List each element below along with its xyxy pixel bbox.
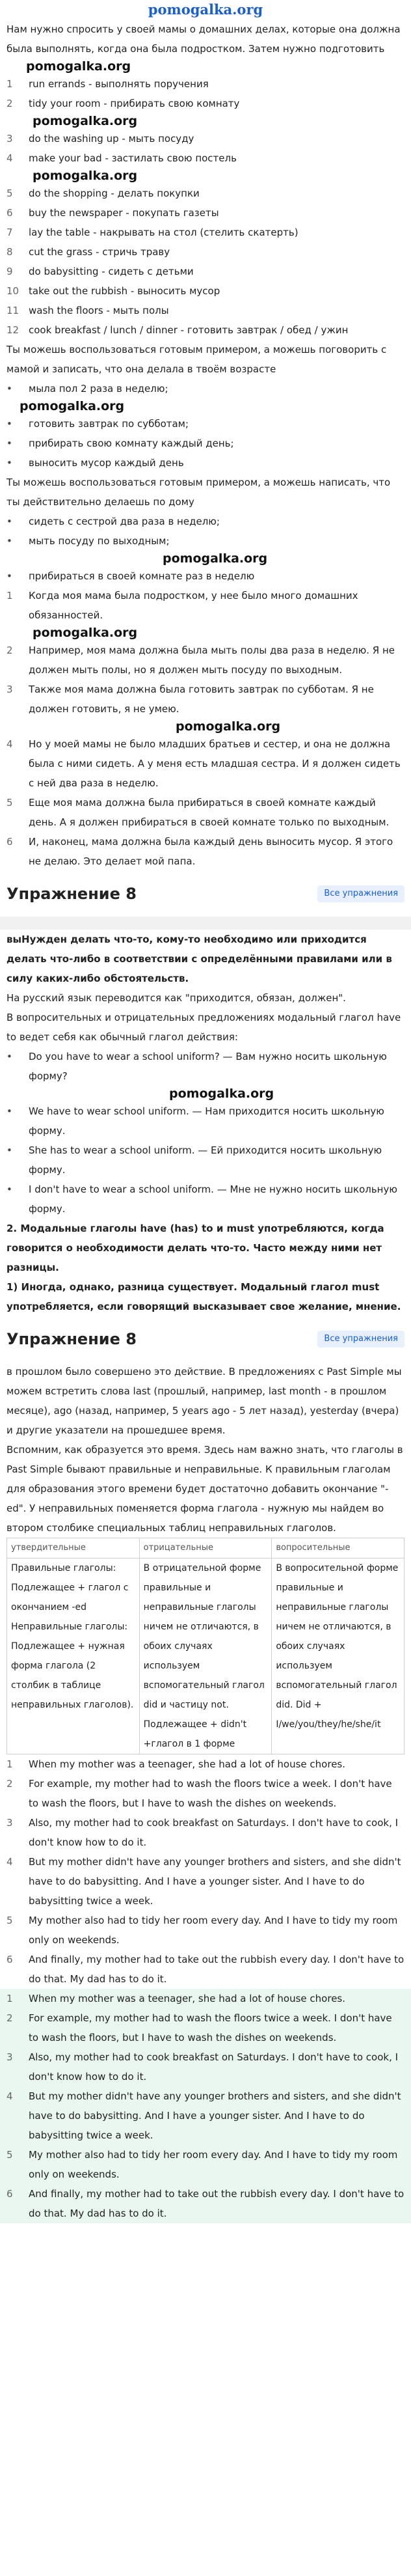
divider bbox=[0, 917, 411, 930]
table-header: утвердительные bbox=[7, 1538, 140, 1558]
watermark: pomogalka.org bbox=[33, 114, 138, 128]
watermark: pomogalka.org bbox=[33, 169, 138, 183]
list-item: • I don't have to wear a school uniform. — Мне не нужно носить школьную форму. bbox=[7, 1184, 397, 1215]
use-ready-text-2: Ты можешь воспользоваться готовым примером, а можешь написать, что ты действительно делаешь по дому bbox=[7, 477, 391, 508]
table-cell: Правильные глаголы: Подлежащее + глагол с окончанием -ed Неправильные глаголы: Подлежащее + нужная форма глагола (2 столбик в таблице неправильных глаголов). bbox=[7, 1558, 140, 1754]
examples-list-1 bbox=[0, 379, 411, 473]
all-exercises-button[interactable]: Все упражнения bbox=[317, 1331, 404, 1348]
exercise-title: Упражнение 8 bbox=[7, 1330, 137, 1348]
list-item: 2 For example, my mother had to wash the floors twice a week. I don't have to wash the floors, but I have to wash the dishes on weekends. bbox=[7, 1778, 392, 1809]
table-cell: В вопросительной форме правильные и неправильные глаголы ничем не отличаются, в обоих случаях используем вспомогательный глагол did. Did + I/we/you/they/he/she/it bbox=[272, 1558, 404, 1754]
list-item: 3 Also, my mother had to cook breakfast on Saturdays. I don't have to cook, I don't know how to do it. bbox=[7, 2051, 399, 2083]
chores-list bbox=[0, 74, 411, 340]
list-item: • мыть посуду по выходным; bbox=[7, 535, 170, 547]
list-item: 1 Когда моя мама была подростком, у нее было много домашних обязанностей. bbox=[7, 590, 358, 621]
list-item: • Do you have to wear a school uniform? — Вам нужно носить школьную форму? bbox=[7, 1051, 387, 1082]
list-item: 1 When my mother was a teenager, she had a lot of house chores. bbox=[7, 1993, 346, 2004]
intro-text: Нам нужно спросить у своей мамы о домашних делах, которые она должна была выполнять, когда она была подростком. Затем нужно подготовить bbox=[7, 23, 401, 55]
table-header: отрицательные bbox=[139, 1538, 272, 1558]
list-item: 5 Еще моя мама должна была прибираться в своей комнате каждый день. А я должен прибираться в своей комнате только по выходным. bbox=[7, 797, 390, 828]
list-item: • сидеть с сестрой два раза в неделю; bbox=[7, 516, 220, 527]
list-item: 4 make your bad - застилать свою постель bbox=[7, 152, 237, 164]
list-item: • прибираться в своей комнате раз в неделю bbox=[7, 570, 255, 582]
list-item: 4 Но у моей мамы не было младших братьев и сестер, и она не должна была с ними сидеть. А у меня есть младшая сестра. И я должен сидеть с ней два раза в неделю. bbox=[7, 738, 401, 789]
table-cell: В отрицательной форме правильные и неправильные глаголы ничем не отличаются, в обоих случаях используем вспомогательный глагол did и частицу not. Подлежащее + didn't +глагол в 1 форме bbox=[139, 1558, 272, 1754]
list-item: 9 do babysitting - сидеть с детьми bbox=[7, 266, 194, 277]
watermark: pomogalka.org bbox=[176, 719, 281, 734]
watermark: pomogalka.org bbox=[33, 626, 138, 640]
list-item: • мыла пол 2 раза в неделю; bbox=[7, 383, 168, 395]
exercise-title: Упражнение 8 bbox=[7, 885, 137, 903]
watermark: pomogalka.org bbox=[169, 1087, 274, 1101]
use-ready-text: Ты можешь воспользоваться готовым примером, а можешь поговорить с мамой и записать, что она делала в твоём возрасте bbox=[7, 344, 387, 375]
list-item: • выносить мусор каждый день bbox=[7, 457, 184, 469]
list-item: 2 tidy your room - прибирать свою комнату bbox=[7, 98, 240, 109]
list-item: • We have to wear school uniform. — Нам приходится носить школьную форму. bbox=[7, 1105, 384, 1137]
list-item: 5 My mother also had to tidy her room every day. And I have to tidy my room only on weekends. bbox=[7, 1915, 398, 1946]
site-logo[interactable]: pomogalka.org bbox=[148, 1, 263, 18]
list-item: • прибирать свою комнату каждый день; bbox=[7, 437, 234, 449]
list-item: 4 But my mother didn't have any younger brothers and sisters, and she didn't have to do babysitting. And I have a younger sister. And I have to do babysitting twice a week. bbox=[7, 2090, 401, 2141]
watermark: pomogalka.org bbox=[163, 551, 268, 566]
grammar-table bbox=[7, 1538, 404, 1754]
list-item: 1 run errands - выполнять поручения bbox=[7, 78, 209, 90]
list-item: 10 take out the rubbish - выносить мусор bbox=[7, 285, 220, 297]
past-simple-text: в прошлом было совершено это действие. В предложениях с Past Simple мы можем встретить слова last (прошлый, например, last month - в прошлом месяце), ago (назад, например, 5 years ago - 5 лет назад), yesterday (вчера) и другие указатели на прошедшее время. bbox=[7, 1366, 402, 1436]
list-item: • She has to wear a school uniform. — Ей приходится носить школьную форму. bbox=[7, 1144, 382, 1176]
list-item: 12 cook breakfast / lunch / dinner - готовить завтрак / обед / ужин bbox=[7, 324, 349, 336]
list-item: • готовить завтрак по субботам; bbox=[7, 418, 189, 430]
list-item: 2 For example, my mother had to wash the floors twice a week. I don't have to wash the floors, but I have to wash the dishes on weekends. bbox=[7, 2012, 392, 2043]
list-item: 6 And finally, my mother had to take out the rubbish every day. I don't have to do that. My dad has to do it. bbox=[7, 1954, 404, 1985]
list-item: 7 lay the table - накрывать на стол (стелить скатерть) bbox=[7, 227, 298, 238]
list-item: 6 И, наконец, мама должна была каждый день выносить мусор. Я этого не делаю. Это делает мой папа. bbox=[7, 836, 393, 867]
list-item: 11 wash the floors - мыть полы bbox=[7, 305, 169, 316]
story-list bbox=[0, 586, 411, 871]
exercise-header-2 bbox=[0, 1323, 411, 1355]
note2-text: 1) Иногда, однако, разница существует. Модальный глагол must употребляется, если говорящий высказывает свое желание, мнение. bbox=[7, 1281, 401, 1312]
list-item: 3 do the washing up - мыть посуду bbox=[7, 133, 194, 145]
answers-list-2 bbox=[0, 1989, 411, 2223]
modal-examples bbox=[0, 1047, 411, 1219]
translate-text: На русский язык переводится как "приходится, обязан, должен". bbox=[7, 992, 346, 1004]
list-item: 3 Also, my mother had to cook breakfast on Saturdays. I don't have to cook, I don't know how to do it. bbox=[7, 1817, 399, 1848]
list-item: 5 My mother also had to tidy her room every day. And I have to tidy my room only on weekends. bbox=[7, 2149, 398, 2180]
list-item: 2 Например, моя мама должна была мыть полы два раза в неделю. Я не должен мыть полы, но я должен мыть посуду по выходным. bbox=[7, 644, 395, 676]
list-item: 1 When my mother was a teenager, she had a lot of house chores. bbox=[7, 1758, 346, 1770]
examples-list-2 bbox=[0, 512, 411, 586]
list-item: 8 cut the grass - стричь траву bbox=[7, 246, 170, 258]
exercise-header bbox=[0, 878, 411, 910]
list-item: 3 Также моя мама должна была готовить завтрак по субботам. Я не должен готовить, я не умею. bbox=[7, 684, 374, 715]
all-exercises-button[interactable]: Все упражнения bbox=[317, 885, 404, 902]
list-item: 5 do the shopping - делать покупки bbox=[7, 187, 200, 199]
lead-text: выНужден делать что-то, кому-то необходимо или приходится делать что-либо в соответствии с определёнными правилами или в силу каких-либо обстоятельств. bbox=[7, 934, 392, 984]
note-text: 2. Модальные глаголы have (has) to и must употребляются, когда говорится о необходимости делать что-то. Часто между ними нет разницы. bbox=[7, 1223, 384, 1273]
past-simple-form-text: Вспомним, как образуется это время. Здесь нам важно знать, что глаголы в Past Simple бывают правильные и неправильные. К правильным глаголам для образования этого времени будет достаточно добавить окончание "-ed". У неправильных поменяется форма глагола - нужную мы найдем во втором столбике специальных таблиц неправильных глаголов. bbox=[7, 1444, 403, 1534]
watermark: pomogalka.org bbox=[20, 399, 125, 413]
list-item: 4 But my mother didn't have any younger brothers and sisters, and she didn't have to do babysitting. And I have a younger sister. And I have to do babysitting twice a week. bbox=[7, 1856, 401, 1907]
list-item: 6 And finally, my mother had to take out the rubbish every day. I don't have to do that. My dad has to do it. bbox=[7, 2188, 404, 2219]
site-header bbox=[0, 0, 411, 20]
list-item: 6 buy the newspaper - покупать газеты bbox=[7, 207, 219, 219]
questions-text: В вопросительных и отрицательных предложениях модальный глагол have to ведет себя как обычный глагол действия: bbox=[7, 1012, 401, 1043]
answers-list-1 bbox=[0, 1754, 411, 1989]
watermark: pomogalka.org bbox=[26, 59, 131, 74]
table-header: вопросительные bbox=[272, 1538, 404, 1558]
